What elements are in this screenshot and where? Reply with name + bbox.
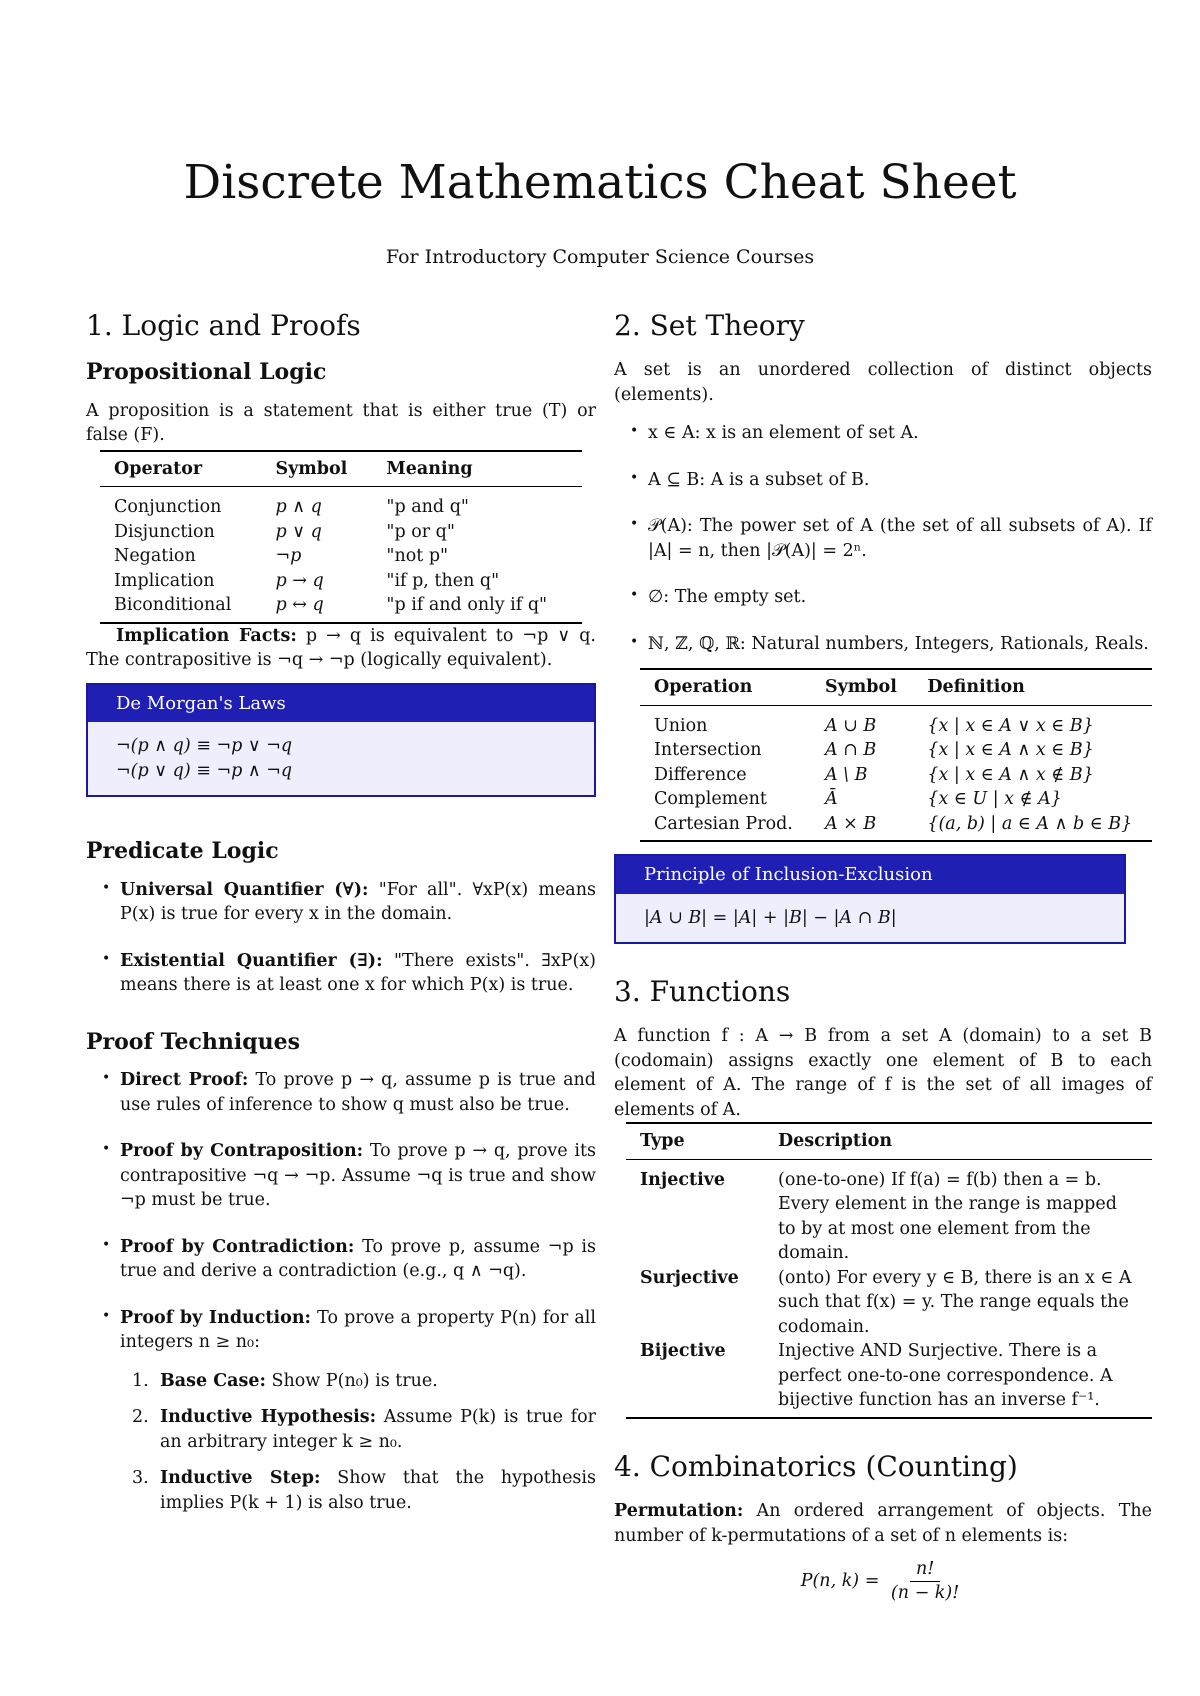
list-item: • x ∈ A: x is an element of set A.: [648, 421, 1152, 446]
list-item-contraposition: [120, 1139, 596, 1213]
list-item-universal: [120, 878, 596, 927]
proof-techniques-list: [86, 1068, 596, 1515]
table-row: [100, 569, 582, 594]
function-type-name: Injective: [640, 1169, 726, 1190]
table-cell: p → q: [275, 570, 324, 591]
section-heading-combinatorics: 4. Combinatorics (Counting): [614, 1449, 1018, 1483]
permutation-text: An ordered arrangement of objects. The number of k-permutations of a set of n elements is:: [614, 1501, 1152, 1546]
demorgan-box-title: De Morgan's Laws: [88, 685, 594, 722]
formula-numerator: n!: [910, 1558, 940, 1582]
implication-facts: [86, 624, 596, 673]
function-types-table: [626, 1122, 1152, 1419]
table-row: [100, 544, 582, 569]
table-cell: {x | x ∈ A ∨ x ∈ B}: [927, 715, 1094, 736]
induction-step: [160, 1405, 596, 1454]
table-cell: Intersection: [654, 740, 762, 761]
demorgan-law-2: ¬(p ∨ q) ≡ ¬p ∧ ¬q: [116, 760, 293, 781]
direct-proof-label: Direct Proof:: [120, 1070, 249, 1091]
table-cell: ¬p: [275, 546, 302, 567]
induction-text: To prove a property P(n) for all integers n ≥ n₀:: [120, 1307, 596, 1353]
left-column: [86, 308, 596, 1537]
table-row: [626, 1159, 1152, 1266]
table-cell: "not p": [386, 546, 449, 567]
table-row: [640, 738, 1152, 763]
induction-steps: [120, 1369, 596, 1516]
table-row: [626, 1266, 1152, 1340]
formula-lhs: P(n, k) =: [800, 1571, 885, 1592]
table-cell: Disjunction: [114, 521, 215, 542]
table-cell: {x ∈ U | x ∉ A}: [927, 789, 1062, 810]
induction-step: [160, 1369, 596, 1394]
list-item: • A ⊆ B: A is a subset of B.: [648, 468, 1152, 493]
inclusion-exclusion-box: [614, 854, 1126, 944]
direct-proof-text: To prove p → q, assume p is true and use rules of inference to show q must also be true.: [120, 1070, 596, 1115]
table-cell: p ↔ q: [261, 593, 372, 623]
table-header-cell: Type: [626, 1123, 764, 1159]
table-cell: Biconditional: [100, 593, 261, 623]
table-cell: "p or q": [386, 521, 455, 542]
table-cell: A × B: [811, 812, 913, 842]
list-item-direct-proof: [120, 1068, 596, 1117]
logic-operators-table: [100, 450, 582, 624]
table-cell: Difference: [654, 764, 747, 785]
table-cell: Cartesian Prod.: [640, 812, 811, 842]
formula-denominator: (n − k)!: [890, 1583, 960, 1604]
propositional-intro: A proposition is a statement that is either true (T) or false (F).: [86, 400, 596, 446]
table-header-cell: Operation: [640, 669, 811, 705]
table-cell: {x | x ∈ A ∧ x ∈ B}: [927, 740, 1094, 761]
universal-label: Universal Quantifier (∀):: [120, 879, 369, 900]
right-column: [614, 308, 1152, 1605]
predicate-list: [86, 878, 596, 998]
table-cell: Complement: [654, 789, 767, 810]
table-row: [100, 487, 582, 520]
inclusion-exclusion-box-title: Principle of Inclusion-Exclusion: [616, 856, 1124, 893]
table-cell: Negation: [114, 546, 196, 567]
existential-text: "There exists". ∃xP(x) means there is at least one x for which P(x) is true.: [120, 950, 596, 996]
table-cell: (one-to-one) If f(a) = f(b) then a = b. Every element in the range is mapped to by at most one element from the domain.: [778, 1169, 1117, 1264]
implication-facts-text: p → q is equivalent to ¬p ∨ q. The contrapositive is ¬q → ¬p (logically equivalent).: [86, 625, 596, 671]
table-header-cell: Definition: [913, 669, 1152, 705]
set-operations-table: [640, 668, 1152, 842]
existential-label: Existential Quantifier (∃):: [120, 950, 383, 971]
sets-list: [614, 421, 1152, 656]
table-row: [626, 1339, 1152, 1418]
table-row: [100, 520, 582, 545]
table-cell: A ∩ B: [824, 740, 877, 761]
table-cell: Union: [654, 715, 708, 736]
section-heading-functions: 3. Functions: [614, 975, 791, 1009]
page-title: Discrete Mathematics Cheat Sheet: [183, 155, 1017, 210]
contraposition-text: To prove p → q, prove its contrapositive ¬q → ¬p. Assume ¬q is true and show ¬p must be true.: [120, 1141, 596, 1211]
function-type-name: Bijective: [640, 1341, 726, 1362]
permutation-label: Permutation:: [614, 1501, 744, 1522]
universal-text: "For all". ∀xP(x) means P(x) is true for every x in the domain.: [120, 879, 596, 925]
table-cell: p ∨ q: [275, 521, 322, 542]
contraposition-label: Proof by Contraposition:: [120, 1141, 364, 1162]
subsection-heading-predicate: Predicate Logic: [86, 838, 279, 865]
page-subtitle: For Introductory Computer Science Courses: [385, 246, 815, 268]
table-cell: {x | x ∈ A ∧ x ∉ B}: [927, 764, 1094, 785]
induction-step-label: Inductive Step:: [160, 1468, 321, 1489]
section-heading-sets: 2. Set Theory: [614, 309, 805, 342]
list-item: • ∅: The empty set.: [648, 585, 1152, 610]
table-row: [100, 593, 582, 623]
table-cell: (onto) For every y ∈ B, there is an x ∈ A such that f(x) = y. The range equals the codomain.: [778, 1267, 1132, 1337]
induction-label: Proof by Induction:: [120, 1307, 312, 1328]
inclusion-exclusion-box-body: [616, 894, 1124, 943]
subsection-heading-proofs: Proof Techniques: [86, 1028, 300, 1055]
table-cell: {(a, b) | a ∈ A ∧ b ∈ B}: [913, 812, 1152, 842]
function-type-name: Surjective: [640, 1267, 739, 1288]
table-cell: "p and q": [386, 497, 469, 518]
table-cell: "p if and only if q": [372, 593, 582, 623]
sets-intro: A set is an unordered collection of distinct objects (elements).: [614, 360, 1152, 405]
table-row: [640, 812, 1152, 842]
inclusion-exclusion-formula: |A ∪ B| = |A| + |B| − |A ∩ B|: [644, 907, 897, 928]
induction-step-label: Base Case:: [160, 1370, 266, 1391]
table-cell: [626, 1266, 764, 1340]
formula-fraction: [885, 1558, 965, 1605]
table-cell: A \ B: [824, 764, 868, 785]
table-cell: "if p, then q": [386, 570, 500, 591]
section-heading-logic: 1. Logic and Proofs: [86, 309, 361, 342]
induction-step-text: Assume P(k) is true for an arbitrary integer k ≥ n₀.: [160, 1407, 596, 1452]
induction-step-text: Show P(n₀) is true.: [265, 1370, 438, 1391]
implication-facts-label: Implication Facts:: [116, 625, 297, 646]
permutation-formula: [614, 1558, 1152, 1605]
permutation-definition: [614, 1499, 1152, 1548]
demorgan-box-body: [88, 722, 594, 795]
table-cell: A ∪ B: [824, 715, 877, 736]
induction-step-label: Inductive Hypothesis:: [160, 1407, 377, 1428]
table-header-cell: Operator: [100, 451, 261, 487]
table-cell: Conjunction: [114, 497, 222, 518]
table-header-row: [626, 1123, 1152, 1159]
functions-intro: A function f : A → B from a set A (domain) to a set B (codomain) assigns exactly one element of B to each element of A. The range of f is the set of all images of elements of A.: [614, 1026, 1152, 1120]
table-row: [640, 705, 1152, 738]
list-item-contradiction: [120, 1235, 596, 1284]
list-item: • 𝒫(A): The power set of A (the set of all subsets of A). If |A| = n, then |𝒫(A)| = 2ⁿ.: [648, 514, 1152, 563]
table-cell: p ∧ q: [275, 497, 322, 518]
table-row: [640, 787, 1152, 812]
table-cell: [626, 1339, 764, 1418]
demorgan-box: [86, 683, 596, 797]
list-item: • ℕ, ℤ, ℚ, ℝ: Natural numbers, Integers, Rationals, Reals.: [648, 632, 1152, 657]
table-cell: Injective AND Surjective. There is a perfect one-to-one correspondence. A bijective function has an inverse f⁻¹.: [764, 1339, 1152, 1418]
table-header-row: [640, 669, 1152, 705]
table-cell: Ā: [824, 789, 838, 810]
table-cell: [626, 1159, 764, 1266]
list-item-induction: [120, 1306, 596, 1516]
table-cell: Implication: [114, 570, 215, 591]
table-header-row: [100, 451, 582, 487]
table-header-cell: Description: [764, 1123, 1152, 1159]
table-row: [640, 763, 1152, 788]
contradiction-label: Proof by Contradiction:: [120, 1236, 355, 1257]
list-item-existential: [120, 949, 596, 998]
table-header-cell: Meaning: [372, 451, 582, 487]
demorgan-law-1: ¬(p ∧ q) ≡ ¬p ∨ ¬q: [116, 736, 293, 757]
table-header-cell: Symbol: [811, 669, 913, 705]
induction-step: [160, 1466, 596, 1515]
subsection-heading-propositional: Propositional Logic: [86, 359, 327, 386]
contradiction-text: To prove p, assume ¬p is true and derive a contradiction (e.g., q ∧ ¬q).: [120, 1236, 596, 1282]
table-header-cell: Symbol: [261, 451, 372, 487]
induction-step-text: Show that the hypothesis implies P(k + 1) is also true.: [160, 1468, 596, 1513]
